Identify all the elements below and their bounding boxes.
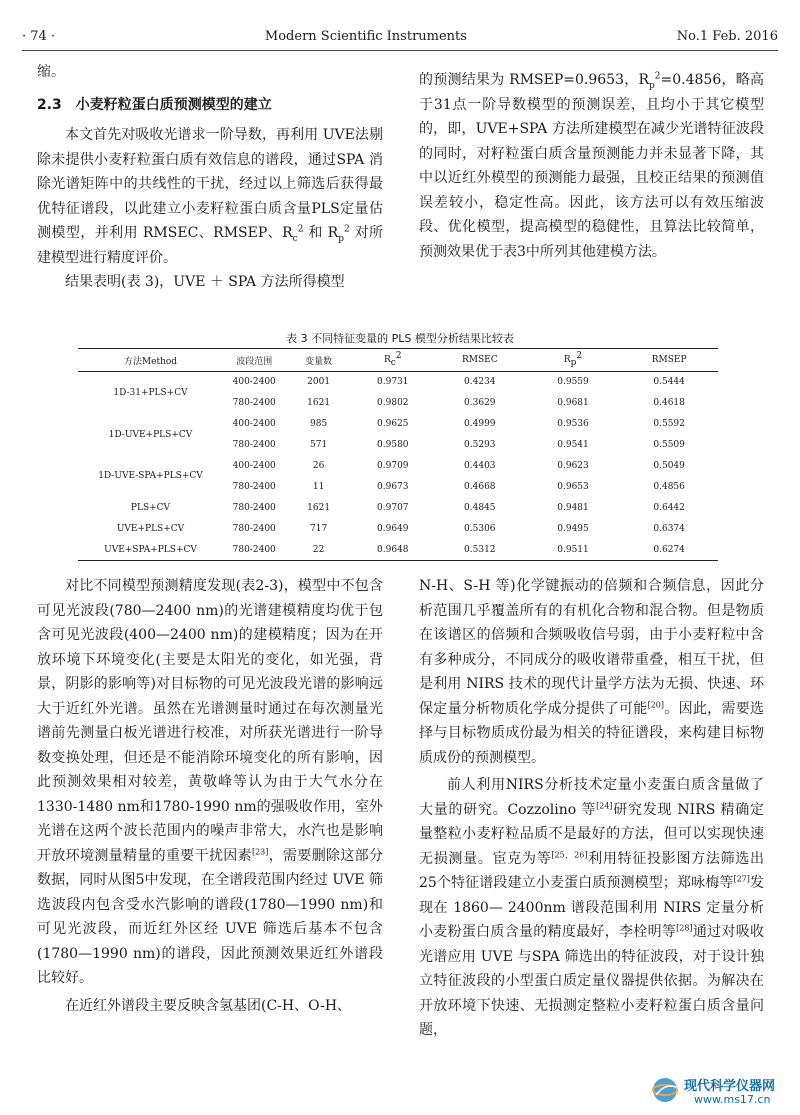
cell-vars: 2001 [307, 377, 331, 388]
cell-rmsec: 0.5306 [464, 523, 496, 534]
table-row [78, 372, 718, 393]
cell-method: 1D-31+PLS+CV [113, 387, 188, 398]
table-row [78, 456, 718, 477]
paragraph: 本文首先对吸收光谱求一阶导数，再利用 UVE法剔除未提供小麦籽粒蛋白质有效信息的谱段，通过SPA 消除光谱矩阵中的共线性的干扰，经过以上筛选后获得最优特征谱段，以此建立小麦籽粒蛋白质含量PLS定量估测模型，并利用 RMSEC、RMSEP、$R_c^2$ 和 $R_p^2$ 对所建模型进行精度评价。 [37, 127, 383, 266]
cell-range: 780-2400 [232, 440, 276, 451]
paragraph: 在近红外谱段主要反映含氢基团(C-H、O-H、 [65, 997, 352, 1014]
site-watermark [650, 1075, 790, 1109]
paragraph: 的预测结果为 RMSEP=0.9653，$R_p^2=0.4856$，略高于31点一阶导数模型的预测误差，且均小于其它模型的，即，UVE+SPA 方法所建模型在减少光谱特征波段的同时，对籽粒蛋白质含量预测能力并未显著下降，其中以近红外模型的预测能力最强，且校正结果的预测值误差较小，稳定性高。因此，该方法可以有效压缩波段、优化模型，提高模型的稳健性，且算法比较简单，预测效果优于表3中所列其他建模方法。 [419, 71, 764, 260]
cell-range: 400-2400 [232, 461, 276, 471]
cell-range: 780-2400 [232, 481, 276, 492]
col-header-rmsec: RMSEC [434, 349, 526, 372]
table-row [78, 497, 718, 518]
cell-rp2: 0.9541 [557, 440, 589, 451]
right-column-bottom [419, 574, 764, 1043]
right-column-top [419, 68, 764, 264]
citation: [27] [733, 874, 750, 884]
cell-vars: 717 [310, 523, 328, 534]
cell-range: 400-2400 [232, 377, 276, 388]
col-header-method: 方法Method [78, 349, 223, 372]
cell-rp2: 0.9511 [526, 539, 621, 560]
cell-rmsep: 0.5049 [653, 461, 685, 471]
section-heading: 2.3 小麦籽粒蛋白质预测模型的建立 [37, 96, 272, 113]
col-header-rmsep: RMSEP [620, 349, 718, 372]
col-header-rp2: $R_p^2$ [526, 349, 621, 372]
cell-rc2: 0.9709 [377, 461, 409, 471]
cell-vars: 1621 [307, 398, 331, 409]
cell-range: 400-2400 [232, 419, 276, 430]
cell-vars: 11 [312, 481, 325, 492]
paragraph: 缩。 [37, 64, 65, 80]
cell-rc2: 0.9802 [377, 398, 409, 409]
table-row [78, 539, 718, 560]
cell-rmsec: 0.4234 [464, 377, 496, 388]
cell-rp2: 0.9481 [557, 502, 589, 513]
cell-rmsec: 0.4403 [464, 461, 496, 471]
cell-vars: 1621 [307, 502, 331, 513]
cell-rc2: 0.9673 [377, 481, 409, 492]
cell-rmsep: 0.4618 [653, 398, 685, 409]
page-number: · 74 · [22, 28, 56, 44]
citation: [28] [676, 923, 693, 933]
cell-rmsep: 0.6274 [620, 539, 718, 560]
table-header-row [78, 349, 718, 372]
col-header-vars: 变量数 [285, 349, 351, 372]
cell-rp2: 0.9536 [557, 419, 589, 430]
paragraph: N-H、S-H 等)化学键振动的倍频和合频信息，因此分析范围几乎覆盖所有的有机化合物和混合物。但是物质在该谱区的倍频和合频吸收信号弱，由于小麦籽粒中含有多种成分，不同成分的吸收谱带重叠，相互干扰，但是利用 NIRS 技术的现代计量学方法为无损、快速、环保定量分析物质化学成分提供了可能[20]。因此，需要选择与目标物质成份最为相关的特征谱段，来构建目标物质成份的预测模型。 [419, 578, 765, 766]
cell-vars: 26 [312, 461, 325, 471]
cell-range: 780-2400 [232, 523, 276, 534]
cell-range: 780-2400 [232, 398, 276, 409]
cell-range: 780-2400 [223, 539, 285, 560]
issue-info: No.1 Feb. 2016 [676, 28, 778, 44]
cell-rmsec: 0.5293 [464, 440, 496, 451]
col-header-rc2: $R_c^2$ [352, 349, 434, 372]
citation: [24] [596, 800, 613, 810]
cell-method: PLS+CV [130, 502, 171, 513]
cell-rmsep: 0.6374 [653, 523, 685, 534]
cell-vars: 571 [310, 440, 328, 451]
cell-rmsec: 0.4845 [464, 502, 496, 513]
cell-rmsep: 0.6442 [653, 502, 685, 513]
cell-rp2: 0.9559 [557, 377, 589, 388]
cell-rp2: 0.9495 [557, 523, 589, 534]
paragraph: 对比不同模型预测精度发现(表2-3)，模型中不包含可见光波段(780—2400 nm)的光谱建模精度均优于包含可见光波段(400—2400 nm)的建模精度；因为在开放环境下环境变化(主要是太阳光的变化，如光强，背景，阴影的影响等)对目标物的可见光波段光谱的影响远大于近红外光谱。虽然在光谱测量时通过在每次测量光谱前先测量白板光谱进行校准，对所获光谱进行一阶导数变换处理，但还是不能消除环境变化的所有影响，因此预测效果相对较差，黄敬峰等认为由于大气水分在1330-1480 nm和1780-1990 nm的强吸收作用，室外光谱在这两个波长范围内的噪声非常大，水汽也是影响开放环境测量精量的重要干扰因素[23]，需要删除这部分数据，同时从图5中发现，在全谱段范围内经过 UVE 筛选波段内包含受水汽影响的谱段(1780—1990 nm)和可见光波段，而近红外区经 UVE 筛选后基本不包含(1780—1990 nm)的谱段，因此预测效果近红外谱段比较好。 [37, 578, 384, 986]
header-rule [22, 50, 778, 51]
cell-vars: 985 [310, 419, 328, 430]
cell-rc2: 0.9649 [377, 523, 409, 534]
cell-rmsep: 0.5444 [653, 377, 685, 388]
left-column-bottom [37, 574, 383, 1018]
table-caption: 表 3 不同特征变量的 PLS 模型分析结果比较表 [286, 332, 514, 345]
citation: [20] [647, 699, 664, 709]
running-header [22, 26, 778, 46]
results-table [78, 348, 718, 561]
cell-method: UVE+PLS+CV [116, 523, 185, 534]
cell-method: 1D-UVE-SPA+PLS+CV [98, 471, 203, 482]
cell-rc2: 0.9625 [377, 419, 409, 430]
citation: [23] [251, 846, 269, 856]
cell-rc2: 0.9731 [377, 377, 409, 388]
cell-rc2: 0.9648 [352, 539, 434, 560]
citation: [25，26] [551, 849, 588, 859]
globe-logo-icon [650, 1075, 680, 1105]
cell-rmsec: 0.5312 [434, 539, 526, 560]
watermark-url: www.ms17.cn [694, 1093, 771, 1106]
cell-method: UVE+SPA+PLS+CV [78, 539, 223, 560]
cell-range: 780-2400 [232, 502, 276, 513]
cell-rp2: 0.9681 [557, 398, 589, 409]
cell-rp2: 0.9623 [557, 461, 589, 471]
table-row [78, 414, 718, 435]
cell-rmsec: 0.3629 [464, 398, 496, 409]
cell-rmsep: 0.4856 [653, 481, 685, 492]
watermark-title: 现代科学仪器网 [684, 1079, 776, 1094]
cell-method: 1D-UVE+PLS+CV [108, 429, 193, 440]
cell-rmsec: 0.4668 [464, 481, 496, 492]
cell-vars: 22 [285, 539, 351, 560]
cell-rmsep: 0.5592 [653, 419, 685, 430]
table-row [78, 518, 718, 539]
paragraph: 结果表明(表 3)，UVE ＋ SPA 方法所得模型 [65, 274, 345, 290]
left-column-top [37, 60, 383, 295]
cell-rp2: 0.9653 [557, 481, 589, 492]
cell-rmsep: 0.5509 [653, 440, 685, 451]
journal-name: Modern Scientific Instruments [264, 28, 467, 44]
cell-rc2: 0.9707 [377, 502, 409, 513]
cell-rc2: 0.9580 [377, 440, 409, 451]
cell-rmsec: 0.4999 [464, 419, 496, 430]
col-header-range: 波段范围 [223, 349, 285, 372]
paragraph: 前人利用NIRS分析技术定量小麦蛋白质含量做了大量的研究。Cozzolino 等[24]研究发现 NIRS 精确定量整粒小麦籽粒品质不是最好的方法，但可以实现快速无损测量。宦克为等[25，26]利用特征投影图方法筛选出25个特征谱段建立小麦蛋白质预测模型；郑咏梅等[27]发现在 1860— 2400nm 谱段范围利用 NIRS 定量分析小麦粉蛋白质含量的精度最好，李栓明等[28]通过对吸收光谱应用 UVE 与SPA 筛选出的特征波段，对于设计独立特征波段的小型蛋白质定量仪器提供依据。为解决在开放环境下快速、无损测定整粒小麦籽粒蛋白质含量问题， [419, 777, 765, 1038]
